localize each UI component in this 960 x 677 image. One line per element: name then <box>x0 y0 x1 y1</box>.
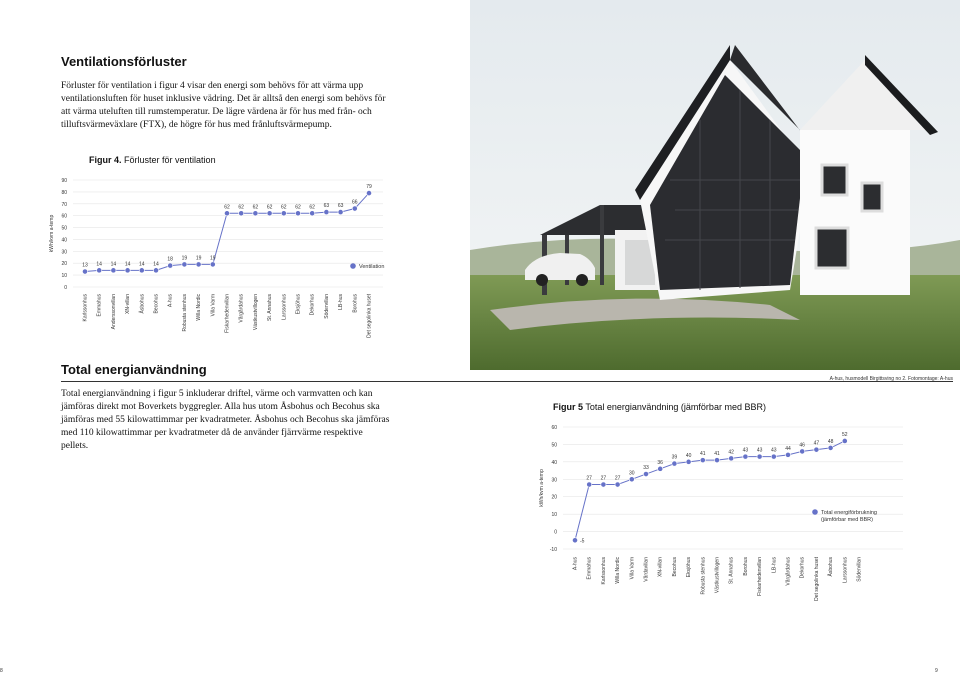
data-label: 43 <box>756 447 763 454</box>
data-point <box>168 263 173 268</box>
data-label: 36 <box>657 459 663 466</box>
data-point <box>97 268 102 273</box>
y-tick-label: 50 <box>551 442 557 449</box>
ventilation-chart <box>45 170 385 340</box>
paragraph-total: Total energianvändning i figur 5 inkluderar driftel, värme och varmvatten och kan jämföras direkt mot Boverkets byggregler. Alla hus utom Åsbohus och Becohus ska jämföras med 55 kilowattimmar per kvadratmeter. Åsbohus och Becohus ska jämföras med 110 kilowattimmar per kvadratmeter då de använder fjärrvärme respektive pellets. <box>61 389 390 451</box>
window-upper-right <box>862 183 882 211</box>
y-tick-label: 10 <box>551 512 557 519</box>
data-point <box>182 262 187 267</box>
y-tick-label: 40 <box>61 237 67 244</box>
series-line <box>575 438 845 540</box>
x-category-label: Södervillan <box>323 294 330 319</box>
y-tick-label: 0 <box>64 285 67 291</box>
data-point <box>686 459 691 464</box>
x-category-label: Villa Varm <box>210 294 217 317</box>
data-label: 41 <box>700 451 706 458</box>
data-label: 19 <box>195 255 202 262</box>
x-category-label: St. Annahus <box>728 557 735 584</box>
x-category-label: Robusta stenhus <box>700 557 707 595</box>
data-label: -5 <box>580 538 585 545</box>
figure4-caption <box>89 155 216 165</box>
data-label: 18 <box>167 256 173 263</box>
x-category-label: Vårgårdahus <box>238 294 245 323</box>
y-tick-label: 30 <box>61 249 67 256</box>
legend-label: Total energiförbrukning <box>821 510 877 516</box>
y-tick-label: 90 <box>61 178 67 184</box>
figure5-caption <box>553 402 766 412</box>
data-point <box>310 211 315 216</box>
data-point <box>828 445 833 450</box>
x-category-label: LB-hus <box>338 294 345 310</box>
house-photo <box>470 0 960 370</box>
data-label: 19 <box>210 255 216 262</box>
data-point <box>814 447 819 452</box>
data-point <box>601 482 606 487</box>
x-category-label: Fiskarhedenvillan <box>224 294 231 333</box>
window-upper-left <box>822 165 847 195</box>
x-category-label: Västkustvillogen <box>252 294 259 331</box>
x-category-label: Vårgårdahus <box>785 557 792 586</box>
data-point <box>757 454 762 459</box>
x-category-label: XN-villan <box>657 557 664 578</box>
x-category-label: Willa Nordic <box>196 294 203 321</box>
x-category-label: Emmahus <box>96 294 103 317</box>
x-category-label: A-hus <box>167 294 174 308</box>
data-label: 62 <box>295 204 301 211</box>
x-category-label: Västkustvillogen <box>714 557 721 594</box>
total-energy-chart <box>535 415 915 615</box>
data-label: 62 <box>238 204 244 211</box>
data-label: 42 <box>728 449 734 456</box>
data-label: 39 <box>671 454 678 461</box>
figure4-caption-text: Förluster för ventilation <box>124 155 216 165</box>
page-number-right: 9 <box>935 668 938 674</box>
y-tick-label: 20 <box>61 261 67 268</box>
x-category-label: Åsbohus <box>828 557 835 577</box>
data-label: 62 <box>266 204 273 211</box>
x-category-label: Willa Nordic <box>615 557 622 584</box>
page-number-left: 8 <box>0 668 3 674</box>
x-category-label: Karlssonhus <box>82 294 89 322</box>
data-label: 66 <box>352 199 358 206</box>
x-category-label: Karlssonhus <box>600 557 607 585</box>
data-point <box>658 466 663 471</box>
data-label: 43 <box>742 447 749 454</box>
y-tick-label: 40 <box>551 459 557 466</box>
x-category-label: XN-villan <box>125 294 132 315</box>
data-point <box>253 211 258 216</box>
y-axis-label: kWh/kvm a-temp <box>49 214 55 253</box>
data-label: 46 <box>799 442 805 449</box>
data-point <box>239 211 244 216</box>
data-point <box>700 458 705 463</box>
legend-marker <box>812 509 818 515</box>
data-label: 14 <box>110 261 117 268</box>
x-category-label: Dekorhus <box>309 294 316 316</box>
x-category-label: Eksjöhus <box>295 294 302 315</box>
x-category-label: LB-hus <box>771 557 778 573</box>
data-label: 27 <box>586 475 592 482</box>
legend-marker <box>350 263 356 269</box>
y-tick-label: 10 <box>61 273 67 280</box>
data-point <box>82 269 87 274</box>
x-category-label: Larssonhus <box>842 557 849 583</box>
x-category-label: Becohus <box>153 294 160 314</box>
y-tick-label: 70 <box>61 201 67 208</box>
data-point <box>729 456 734 461</box>
data-point <box>572 538 577 543</box>
data-label: 13 <box>82 262 88 269</box>
data-point <box>842 438 847 443</box>
data-point <box>267 211 272 216</box>
data-label: 14 <box>153 261 159 268</box>
data-label: 27 <box>614 475 621 482</box>
figure5-caption-label: Figur 5 <box>553 402 584 412</box>
x-category-label: Anderssonvillan <box>110 294 117 330</box>
data-point <box>629 477 634 482</box>
data-point <box>125 268 130 273</box>
data-point <box>615 482 620 487</box>
x-category-label: Larssonhus <box>281 294 288 320</box>
x-category-label: Robusta stenhus <box>181 294 188 332</box>
data-point <box>196 262 201 267</box>
data-point <box>643 471 648 476</box>
data-label: 43 <box>771 447 777 454</box>
data-label: 62 <box>309 204 315 211</box>
data-label: 14 <box>139 261 145 268</box>
legend-label-cont: (jämförbar med BBR) <box>821 517 873 523</box>
legend-label: Ventilation <box>359 264 385 270</box>
paragraph-ventilation: Förluster för ventilation i figur 4 visar den energi som behövs för att värma upp ventilationsluften för huset inklusive vädring. Det är alltså den energi som behövs för att värma uteluften till rumstemperatur. De lägre värdena är för hus med från- och tilluftsvärmeväxlare (FTX), de högre för hus med frånluftsvärmepump. <box>61 81 386 130</box>
y-tick-label: 20 <box>551 494 557 501</box>
window-lower <box>816 228 848 268</box>
data-label: 19 <box>181 255 188 262</box>
data-point <box>324 210 329 215</box>
x-category-label: Det segolinka huset <box>813 557 820 601</box>
data-point <box>587 482 592 487</box>
data-label: 33 <box>643 465 649 472</box>
data-point <box>139 268 144 273</box>
data-label: 79 <box>366 184 372 191</box>
data-point <box>785 452 790 457</box>
x-category-label: Södervillan <box>856 557 863 582</box>
y-tick-label: 30 <box>551 477 557 484</box>
data-label: 14 <box>124 261 131 268</box>
data-point <box>153 268 158 273</box>
y-tick-label: 80 <box>61 189 67 196</box>
y-tick-label: 60 <box>61 213 67 220</box>
data-point <box>743 454 748 459</box>
figure5-caption-text: Total energianvändning (jämförbar med BBR) <box>585 402 766 412</box>
y-tick-label: 60 <box>551 425 557 431</box>
x-category-label: Fiskarhedenvillan <box>757 557 764 596</box>
x-category-label: Eksjöhus <box>686 557 693 578</box>
x-category-label: Det segolinka huset <box>366 294 373 338</box>
data-point <box>281 211 286 216</box>
data-label: 30 <box>629 470 635 477</box>
x-category-label: Villa Varm <box>629 557 636 580</box>
data-label: 63 <box>323 203 330 210</box>
data-label: 14 <box>96 261 102 268</box>
section-title-ventilation: Ventilationsförluster <box>61 54 187 69</box>
x-category-label: Åsbohus <box>139 294 146 314</box>
y-tick-label: 50 <box>61 225 67 232</box>
data-label: 40 <box>685 452 692 459</box>
x-category-label: Vårdavillan <box>643 557 650 582</box>
data-point <box>800 449 805 454</box>
data-point <box>672 461 677 466</box>
data-label: 62 <box>252 204 259 211</box>
data-point <box>111 268 116 273</box>
data-label: 63 <box>337 203 344 210</box>
x-category-label: Borohus <box>742 557 749 576</box>
x-category-label: St. Annahus <box>267 294 274 321</box>
section-title-total: Total energianvändning <box>61 362 207 377</box>
data-point <box>366 190 371 195</box>
figure4-caption-label: Figur 4. <box>89 155 122 165</box>
data-label: 62 <box>281 204 287 211</box>
data-point <box>210 262 215 267</box>
y-tick-label: -10 <box>549 547 557 553</box>
data-point <box>224 211 229 216</box>
data-label: 48 <box>827 438 834 445</box>
photo-credit: A-hus, husmodell Birgittsving no 2. Fotomontage: A-hus <box>829 376 953 382</box>
x-category-label: Borohus <box>352 294 359 313</box>
x-category-label: Dekorhus <box>799 557 806 579</box>
house-gable-wall <box>800 130 910 295</box>
x-category-label: Emmahus <box>586 557 593 580</box>
x-category-label: Becohus <box>671 557 678 577</box>
data-label: 27 <box>600 475 607 482</box>
data-point <box>771 454 776 459</box>
data-label: 41 <box>714 451 720 458</box>
y-tick-label: 0 <box>554 529 557 536</box>
data-point <box>295 211 300 216</box>
y-axis-label: kWh/kvm a-temp <box>539 469 545 507</box>
data-point <box>714 458 719 463</box>
x-category-label: A-hus <box>572 557 579 571</box>
data-label: 52 <box>842 431 848 438</box>
data-label: 44 <box>785 445 791 452</box>
data-label: 47 <box>813 440 820 447</box>
data-label: 62 <box>224 204 230 211</box>
data-point <box>338 210 343 215</box>
data-point <box>352 206 357 211</box>
